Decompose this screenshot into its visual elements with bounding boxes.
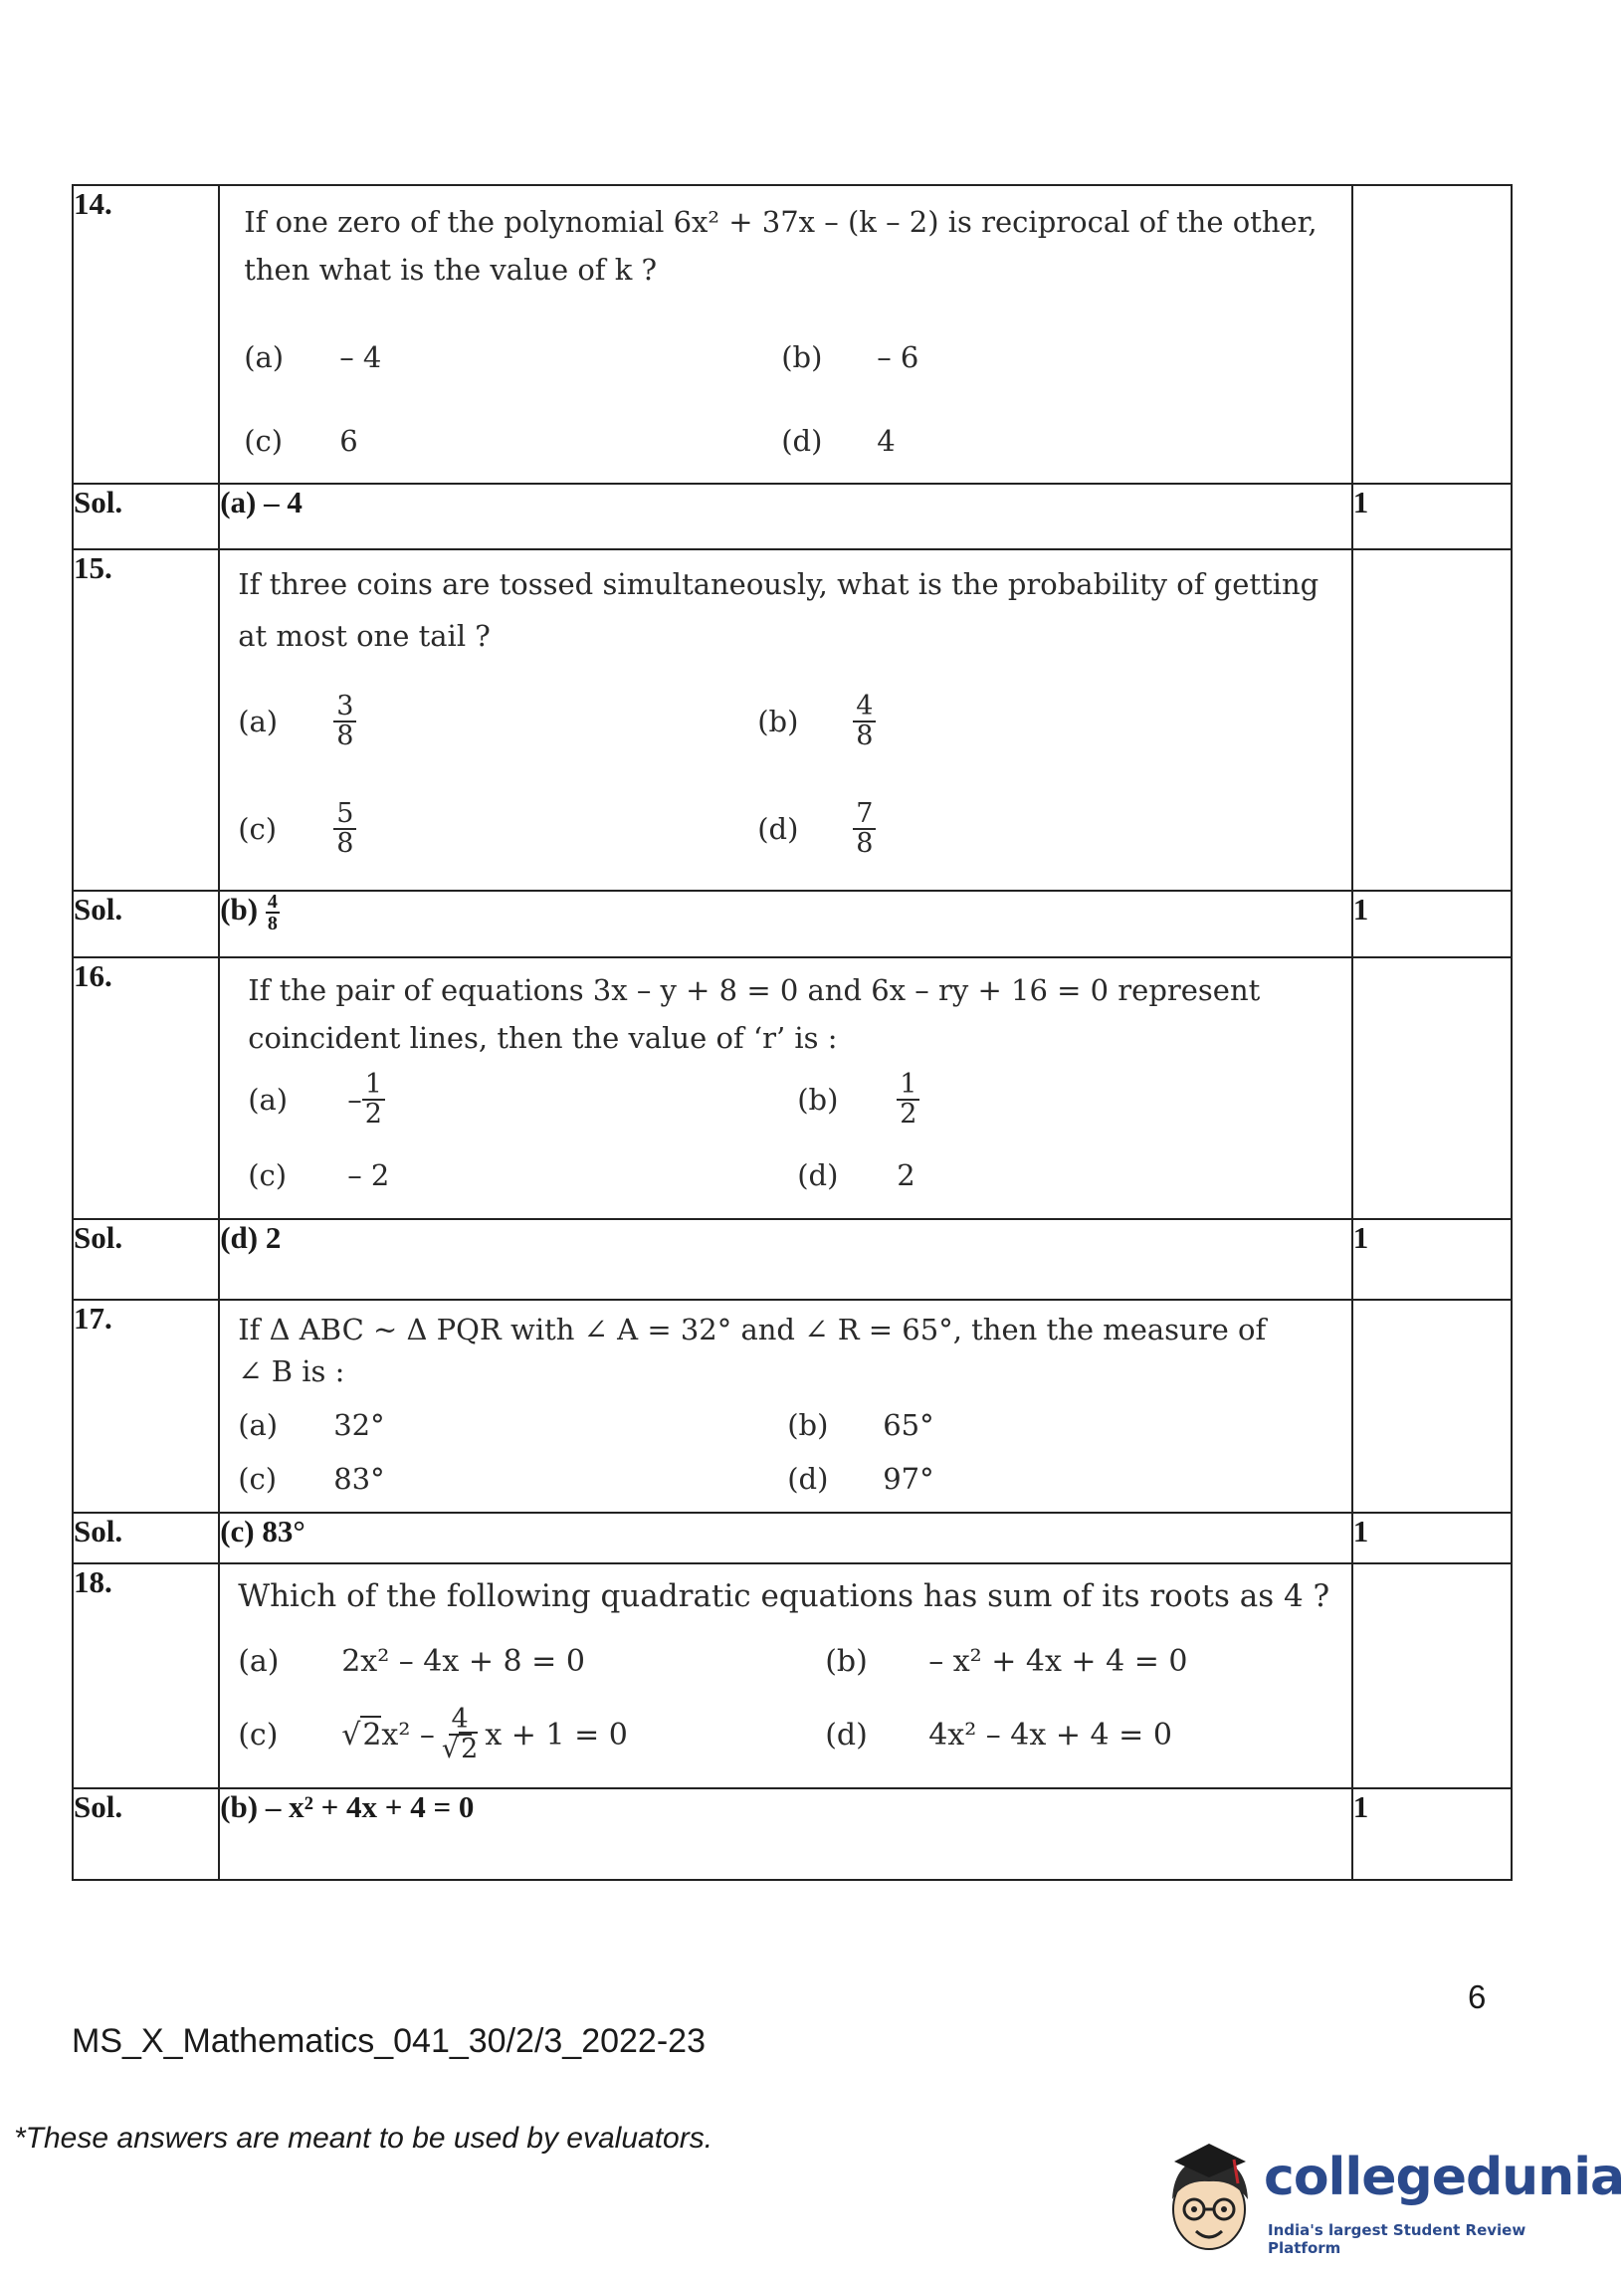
option-b: (b) $\frac{1}{2}$ — [797, 1062, 1334, 1137]
option-c: (c) $\frac{5}{8}$ — [238, 775, 757, 883]
question-row-14 — [73, 185, 1512, 484]
option-a: (a) $\frac{3}{8}$ — [238, 668, 757, 775]
option-b: (b) – x² + 4x + 4 = 0 — [825, 1643, 1188, 1679]
marks-cell-empty — [1352, 185, 1512, 484]
marks-value: 1 — [1352, 1219, 1512, 1300]
collegedunia-logo[interactable] — [1154, 2140, 1624, 2259]
brand-name: collegedunia — [1264, 2148, 1624, 2207]
question-row-16 — [73, 957, 1512, 1219]
solution-row-17 — [73, 1513, 1512, 1563]
solution-answer: (c) 83° — [219, 1513, 1352, 1563]
question-text-line: Which of the following quadratic equations has sum of its roots as 4 ? — [238, 1578, 1330, 1614]
question-row-17 — [73, 1300, 1512, 1513]
question-cell — [219, 549, 1352, 891]
solution-answer: (b) $\frac{4}{8}$ — [219, 891, 1352, 957]
solution-row-16 — [73, 1219, 1512, 1300]
solution-label: Sol. — [73, 1788, 219, 1880]
solution-label: Sol. — [73, 1513, 219, 1563]
solution-answer: (b) – x² + 4x + 4 = 0 — [219, 1788, 1352, 1880]
option-b: (b) – 6 — [781, 340, 919, 374]
question-row-18 — [73, 1563, 1512, 1788]
marks-cell-empty — [1352, 1563, 1512, 1788]
option-d: (d) 97° — [787, 1462, 934, 1496]
question-number: 14. — [73, 185, 219, 484]
option-a: (a) 2x² – 4x + 8 = 0 — [238, 1643, 585, 1679]
document-code: MS_X_Mathematics_041_30/2/3_2022-23 — [72, 2022, 706, 2060]
page-number: 6 — [1468, 1978, 1487, 2015]
marking-scheme-table — [72, 184, 1513, 1881]
option-c: (c) – 2 — [248, 1158, 390, 1192]
question-text-line: If three coins are tossed simultaneously, what is the probability of getting — [238, 567, 1320, 601]
option-a: (a) 32° — [238, 1408, 385, 1442]
option-c: (c) 6 — [244, 424, 358, 458]
option-a: (a) – $\frac{1}{2}$ — [248, 1062, 797, 1137]
marks-cell-empty — [1352, 1300, 1512, 1513]
question-number: 17. — [73, 1300, 219, 1513]
question-cell — [219, 1563, 1352, 1788]
question-cell — [219, 1300, 1352, 1513]
solution-answer: (d) 2 — [219, 1219, 1352, 1300]
question-number: 16. — [73, 957, 219, 1219]
solution-row-15 — [73, 891, 1512, 957]
question-text-line: then what is the value of k ? — [244, 253, 658, 287]
question-cell — [219, 185, 1352, 484]
marks-cell-empty — [1352, 549, 1512, 891]
question-text-line: If one zero of the polynomial 6x² + 37x – (k – 2) is reciprocal of the other, — [244, 205, 1318, 239]
option-d: (d) 4 — [781, 424, 896, 458]
option-c: (c) 83° — [238, 1462, 385, 1496]
option-a: (a) – 4 — [244, 340, 382, 374]
option-b: (b) $\frac{4}{8}$ — [757, 668, 1295, 775]
option-d: (d) 2 — [797, 1158, 915, 1192]
solution-label: Sol. — [73, 484, 219, 549]
solution-label: Sol. — [73, 1219, 219, 1300]
option-c: (c) √2 x² – $\frac{4}{√2}$ x + 1 = 0 — [238, 1703, 628, 1764]
marks-value: 1 — [1352, 484, 1512, 549]
solution-label: Sol. — [73, 891, 219, 957]
question-text-line: If Δ ABC ~ Δ PQR with ∠ A = 32° and ∠ R = 65°, then the measure of — [238, 1313, 1267, 1346]
solution-row-14 — [73, 484, 1512, 549]
marks-value: 1 — [1352, 891, 1512, 957]
marks-cell-empty — [1352, 957, 1512, 1219]
brand-tagline: India's largest Student Review Platform — [1268, 2221, 1526, 2257]
question-number: 15. — [73, 549, 219, 891]
question-text-line: ∠ B is : — [238, 1354, 345, 1388]
evaluator-note: *These answers are meant to be used by evaluators. — [14, 2122, 713, 2155]
marks-value: 1 — [1352, 1513, 1512, 1563]
question-cell — [219, 957, 1352, 1219]
mascot-icon — [1154, 2140, 1264, 2259]
option-b: (b) 65° — [787, 1408, 934, 1442]
question-text-line: coincident lines, then the value of ‘r’ is : — [248, 1021, 838, 1055]
marks-value: 1 — [1352, 1788, 1512, 1880]
solution-answer: (a) – 4 — [219, 484, 1352, 549]
solution-row-18 — [73, 1788, 1512, 1880]
question-row-15 — [73, 549, 1512, 891]
option-d: (d) $\frac{7}{8}$ — [757, 775, 1295, 883]
option-d: (d) 4x² – 4x + 4 = 0 — [825, 1717, 1172, 1753]
question-text-line: If the pair of equations 3x – y + 8 = 0 and 6x – ry + 16 = 0 represent — [248, 973, 1261, 1007]
question-number: 18. — [73, 1563, 219, 1788]
question-text-line: at most one tail ? — [238, 619, 491, 653]
